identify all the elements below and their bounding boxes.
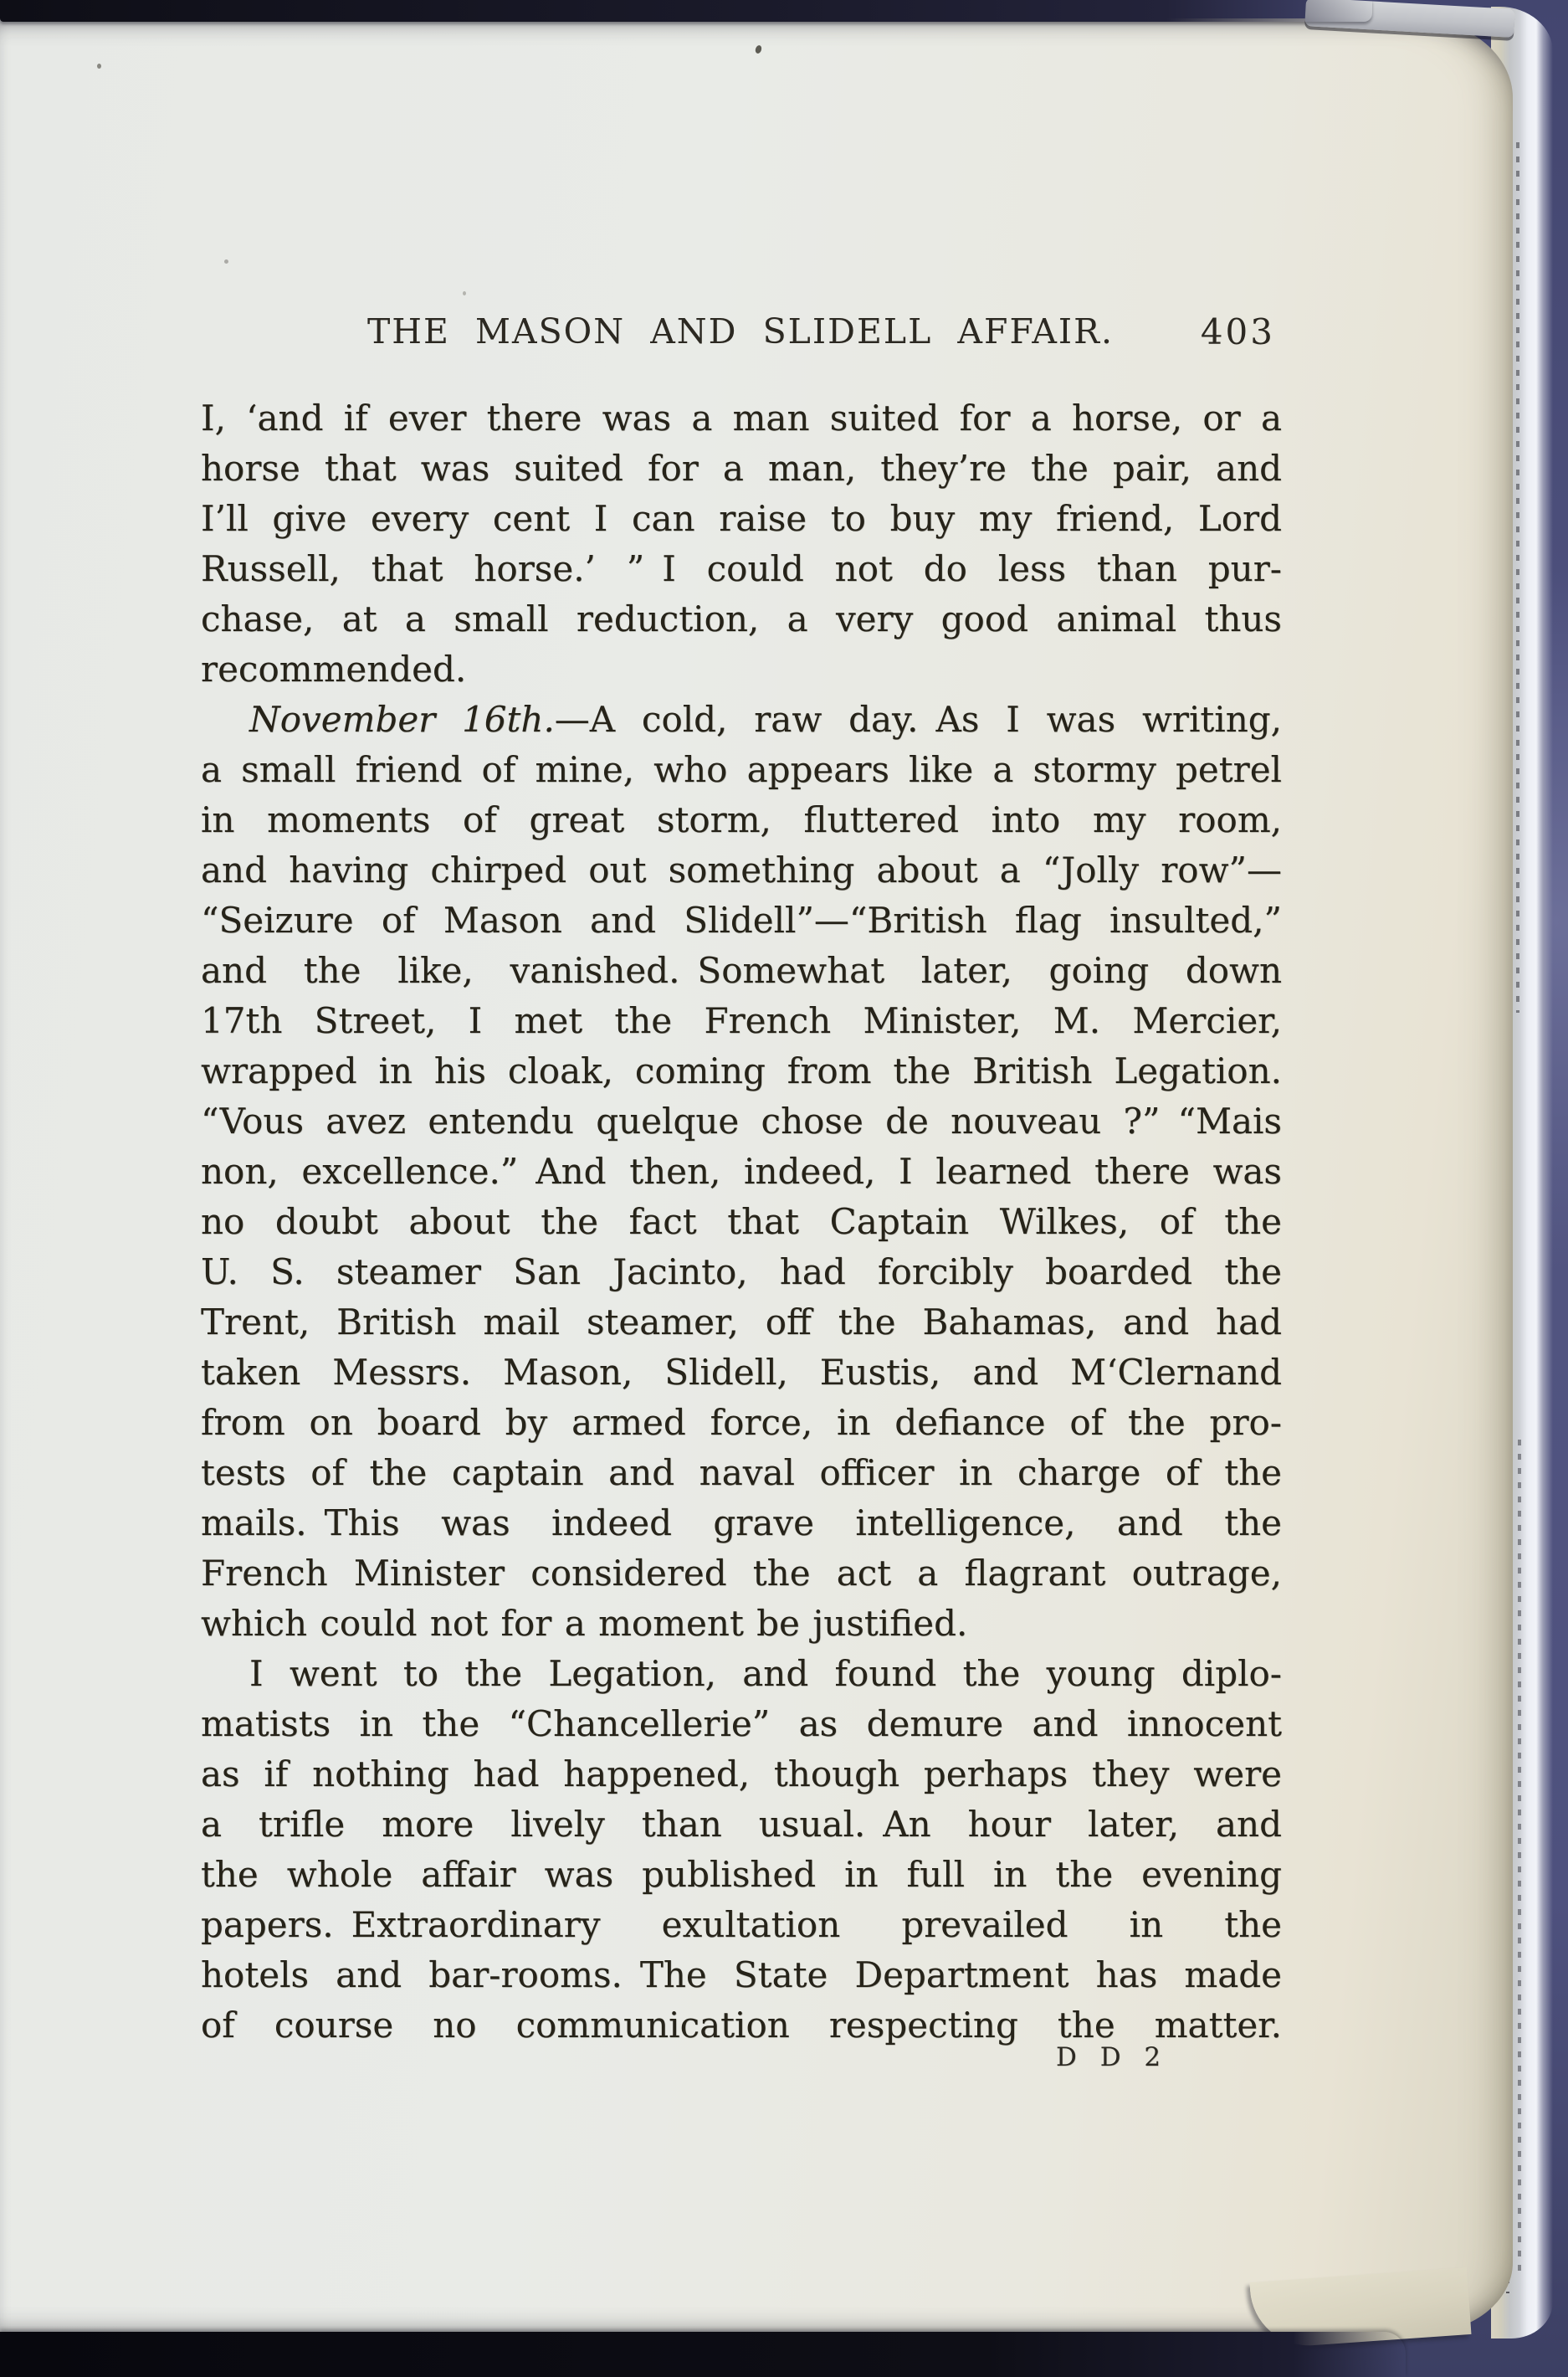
text-line: from on board by armed force, in defiance of the pro- <box>201 1402 1282 1443</box>
text-line: mails. This was indeed grave intelligence, and the <box>201 1502 1282 1543</box>
paper-speck <box>463 291 466 295</box>
text-line: non, excellence.” And then, indeed, I learned there was <box>201 1151 1282 1192</box>
text-line: a small friend of mine, who appears like a stormy petrel <box>201 749 1282 790</box>
text-line: 17th Street, I met the French Minister, M. Mercier, <box>201 1000 1282 1041</box>
running-head <box>201 311 1280 360</box>
text-line: tests of the captain and naval officer in charge of the <box>201 1452 1282 1493</box>
text-line: the whole affair was published in full in the evening <box>201 1854 1282 1895</box>
paragraph <box>201 393 1282 695</box>
paper-speck <box>97 64 101 69</box>
text-line: papers. Extraordinary exultation prevailed in the <box>201 1904 1282 1945</box>
text-line: Russell, that horse.’ ” I could not do less than pur- <box>201 548 1282 589</box>
page-number: 403 <box>1200 311 1275 352</box>
text-line: as if nothing had happened, though perhaps they were <box>201 1753 1282 1794</box>
text-block <box>201 393 1282 2051</box>
text-line: and having chirped out something about a “Jolly row”— <box>201 850 1282 891</box>
page-edge-speckle <box>1516 142 1519 1013</box>
text-line: Trent, British mail steamer, off the Bahamas, and had <box>201 1301 1282 1343</box>
text-line: and the like, vanished. Somewhat later, going down <box>201 950 1282 991</box>
text-line: horse that was suited for a man, they’re the pair, and <box>201 448 1282 489</box>
book-cover-bottom-edge <box>0 2332 1406 2377</box>
paper-speck <box>224 259 228 264</box>
text-line: chase, at a small reduction, a very good animal thus <box>201 598 1282 639</box>
text-line: taken Messrs. Mason, Slidell, Eustis, and M‘Clernand <box>201 1352 1282 1393</box>
running-head-title: THE MASON AND SLIDELL AFFAIR. <box>366 311 1115 352</box>
text-line: of course no communication respecting the matter. <box>201 2005 1282 2046</box>
text-line: November 16th.—A cold, raw day. As I was writing, <box>249 699 1282 740</box>
text-line: I, ‘and if ever there was a man suited for a horse, or a <box>201 398 1282 439</box>
paragraph <box>201 695 1282 1649</box>
text-line: “Vous avez entendu quelque chose de nouveau ?” “Mais <box>201 1101 1282 1142</box>
text-line: French Minister considered the act a flagrant outrage, <box>201 1553 1282 1594</box>
text-line: which could not for a moment be justified. <box>201 1603 968 1644</box>
page-edge-speckle <box>1518 1440 1521 2277</box>
text-line: in moments of great storm, fluttered into my room, <box>201 799 1282 840</box>
text-line: hotels and bar-rooms. The State Department has made <box>201 1954 1282 1995</box>
text-line: I went to the Legation, and found the young diplo- <box>249 1653 1282 1694</box>
text-line: “Seizure of Mason and Slidell”—“British flag insulted,” <box>201 900 1282 941</box>
text-line: recommended. <box>201 649 467 690</box>
press-signature-mark: D D 2 <box>1056 2042 1169 2072</box>
text-line: I’ll give every cent I can raise to buy my friend, Lord <box>201 498 1282 539</box>
paragraph <box>201 1649 1282 2051</box>
text-line: wrapped in his cloak, coming from the British Legation. <box>201 1050 1282 1091</box>
text-line: a trifle more lively than usual. An hour later, and <box>201 1804 1282 1845</box>
book-cover-top-edge <box>0 0 1372 22</box>
text-line: matists in the “Chancellerie” as demure and innocent <box>201 1703 1282 1744</box>
text-line: no doubt about the fact that Captain Wilkes, of the <box>201 1201 1282 1242</box>
text-line: U. S. steamer San Jacinto, had forcibly boarded the <box>201 1251 1282 1292</box>
